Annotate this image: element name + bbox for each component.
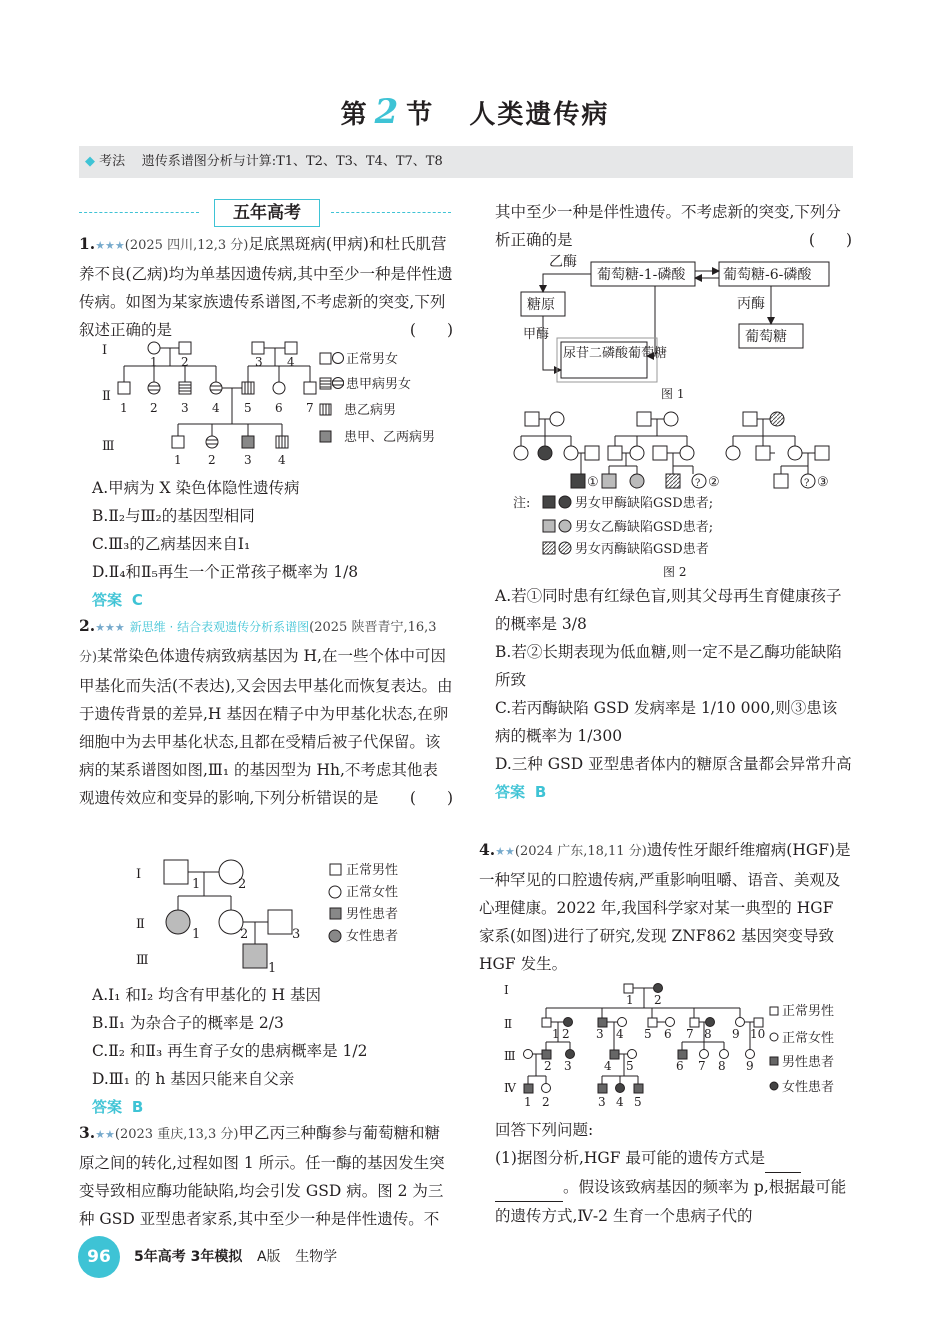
question-4: 4.★★(2024 广东,18,11 分)遗传性牙龈纤维瘤病(HGF)是一种罕见的口腔遗传病,严重影响咀嚼、语音、美观及心理健康。2022 年,我国科学家对某一典型的 HGF 家系(如图)进行了研究,发现 ZNF862 基因突变导致 HGF 发生。 <box>479 840 851 973</box>
svg-text:Ⅲ: Ⅲ <box>136 953 149 968</box>
svg-text:正常男性: 正常男性 <box>782 1004 835 1019</box>
svg-text:6: 6 <box>275 401 283 415</box>
svg-text:2: 2 <box>544 1059 552 1073</box>
svg-text:1: 1 <box>524 1095 532 1109</box>
svg-text:5: 5 <box>626 1059 634 1073</box>
svg-text:8: 8 <box>704 1027 712 1041</box>
svg-text:4: 4 <box>212 401 220 415</box>
svg-text:3: 3 <box>564 1059 572 1073</box>
svg-text:Ⅱ: Ⅱ <box>504 1017 513 1031</box>
svg-text:正常女性: 正常女性 <box>346 885 399 900</box>
svg-text:2: 2 <box>181 355 189 369</box>
svg-text:7: 7 <box>698 1059 706 1073</box>
svg-text:1: 1 <box>150 355 158 369</box>
answer-blank[interactable] <box>495 1173 563 1202</box>
svg-text:2: 2 <box>208 453 216 467</box>
svg-text:正常男性: 正常男性 <box>346 863 399 878</box>
svg-text:Ⅱ: Ⅱ <box>136 917 145 932</box>
svg-text:3: 3 <box>255 355 263 369</box>
svg-text:7: 7 <box>306 401 314 415</box>
svg-text:①: ① <box>587 475 599 490</box>
q4-pedigree <box>498 980 853 1112</box>
svg-text:患乙病男: 患乙病男 <box>344 403 397 418</box>
svg-text:Ⅰ: Ⅰ <box>136 867 142 882</box>
q3-figure-2 <box>505 408 850 580</box>
q4-subquestions: 回答下列问题: (1)据图分析,HGF 最可能的遗传方式是 。假设该致病基因的频率为 p,根据最可能的遗传方式,Ⅳ-2 生育一个患病子代的 <box>495 1121 847 1225</box>
q3-options: A.若①同时患有红绿色盲,则其父母再生育健康孩子的概率是 3/8 B.若②长期表现为低血糖,则一定不是乙酶功能缺陷所致 C.若丙酶缺陷 GSD 发病率是 1/10 000,则③患该病的概率为 1/300 D.三种 GSD 亚型患者体内的糖原含量都会异常升高 答案 B <box>495 587 852 801</box>
svg-text:Ⅲ: Ⅲ <box>504 1049 516 1063</box>
svg-text:男女乙酶缺陷GSD患者;: 男女乙酶缺陷GSD患者; <box>575 520 714 535</box>
svg-text:女性患者: 女性患者 <box>346 929 399 944</box>
svg-text:1: 1 <box>192 877 201 892</box>
svg-text:Ⅲ: Ⅲ <box>102 439 115 454</box>
svg-text:3: 3 <box>598 1095 606 1109</box>
svg-text:②: ② <box>708 475 720 490</box>
svg-text:男性患者: 男性患者 <box>782 1055 835 1070</box>
svg-text:Ⅰ: Ⅰ <box>504 983 509 997</box>
svg-text:1: 1 <box>174 453 182 467</box>
svg-text:Ⅱ: Ⅱ <box>102 389 111 404</box>
svg-text:1: 1 <box>552 1027 560 1041</box>
svg-text:图 1: 图 1 <box>661 387 685 401</box>
svg-text:1: 1 <box>120 401 128 415</box>
svg-text:葡萄糖-1-磷酸: 葡萄糖-1-磷酸 <box>597 267 686 283</box>
svg-text:2: 2 <box>240 927 249 942</box>
q1-pedigree <box>98 338 458 470</box>
svg-text:5: 5 <box>644 1027 652 1041</box>
page-number: 96 <box>78 1236 120 1278</box>
svg-text:?: ? <box>804 478 810 489</box>
svg-text:葡萄糖-6-磷酸: 葡萄糖-6-磷酸 <box>723 267 812 283</box>
q1-options: A.甲病为 X 染色体隐性遗传病 B.Ⅱ₂与Ⅲ₂的基因型相同 C.Ⅲ₃的乙病基因来自Ⅰ₁ D.Ⅱ₄和Ⅱ₅再生一个正常孩子概率为 1/8 答案 C <box>92 479 359 609</box>
svg-text:女性患者: 女性患者 <box>782 1080 835 1095</box>
svg-text:3: 3 <box>596 1027 604 1041</box>
svg-text:5: 5 <box>634 1095 642 1109</box>
svg-text:2: 2 <box>238 877 247 892</box>
svg-text:2: 2 <box>542 1095 550 1109</box>
svg-text:正常女性: 正常女性 <box>782 1031 835 1046</box>
svg-text:7: 7 <box>686 1027 694 1041</box>
svg-text:糖原: 糖原 <box>527 297 555 313</box>
svg-text:4: 4 <box>287 355 295 369</box>
svg-text:Ⅳ: Ⅳ <box>504 1081 516 1095</box>
svg-text:8: 8 <box>718 1059 726 1073</box>
svg-text:3: 3 <box>292 927 301 942</box>
svg-text:6: 6 <box>664 1027 672 1041</box>
question-3-stem: 3.★★(2023 重庆,13,3 分)甲乙丙三种酶参与葡萄糖和糖原之间的转化,过程如图 1 所示。任一酶的基因发生突变导致相应酶功能缺陷,均会引发 GSD 病。图 2 为三种 GSD 亚型患者家系,其中至少一种是伴性遗传。不 <box>79 1123 445 1228</box>
svg-text:丙酶: 丙酶 <box>737 296 765 312</box>
svg-text:?: ? <box>695 478 701 489</box>
svg-text:Ⅰ: Ⅰ <box>102 343 108 358</box>
svg-text:1: 1 <box>268 961 277 976</box>
question-2: 2.★★★ 新思维 · 结合表观遗传分析系谱图(2025 陕晋青宁,16,3 分)某常染色体遗传病致病基因为 H,在一些个体中可因甲基化而失活(不表达),又会因去甲基化而恢复表达。由于遗传背景的差异,H 基因在精子中为甲基化状态,在卵细胞中为去甲基化状态,且都在受精后被子代保留。该病的某系谱图如图,Ⅲ₁ 的基因型为 Hh,不考虑其他表观遗传效应和变异的影响,下列分析错误的是 ( ) <box>79 616 453 807</box>
svg-text:9: 9 <box>732 1027 740 1041</box>
svg-text:1: 1 <box>626 993 634 1007</box>
svg-text:2: 2 <box>654 993 662 1007</box>
svg-text:4: 4 <box>616 1027 624 1041</box>
question-3-stem-cont: 其中至少一种是伴性遗传。不考虑新的突变,下列分析正确的是 ( ) <box>495 203 852 249</box>
svg-text:2: 2 <box>150 401 158 415</box>
question-1: 1.★★★(2025 四川,12,3 分)足底黑斑病(甲病)和杜氏肌营养不良(乙病)均为单基因遗传病,其中至少一种是伴性遗传病。如图为某家族遗传系谱图,不考虑新的突变,下列叙述正确的是 ( ) <box>79 234 453 339</box>
svg-text:2: 2 <box>562 1027 570 1041</box>
q2-options: A.Ⅰ₁ 和Ⅰ₂ 均含有甲基化的 H 基因 B.Ⅱ₁ 为杂合子的概率是 2/3 C.Ⅱ₂ 和Ⅱ₃ 再生育子女的患病概率是 1/2 D.Ⅲ₁ 的 h 基因只能来自父亲 答案 B <box>92 986 368 1116</box>
svg-text:男性患者: 男性患者 <box>346 907 399 922</box>
svg-text:尿苷二磷酸葡萄糖: 尿苷二磷酸葡萄糖 <box>563 346 668 361</box>
page-title: 第 2 节 人类遗传病 <box>340 92 610 132</box>
bullet-icon: ◆ <box>85 154 95 169</box>
svg-text:5: 5 <box>244 401 252 415</box>
svg-text:10: 10 <box>750 1027 766 1041</box>
kaofa-bar: ◆ 考法 遗传系谱图分析与计算:T1、T2、T3、T4、T7、T8 <box>79 146 853 178</box>
svg-text:甲酶: 甲酶 <box>523 327 550 342</box>
svg-text:3: 3 <box>244 453 252 467</box>
svg-text:③: ③ <box>817 475 829 490</box>
svg-text:患甲病男女: 患甲病男女 <box>346 377 412 392</box>
svg-text:9: 9 <box>746 1059 754 1073</box>
svg-text:4: 4 <box>604 1059 612 1073</box>
svg-text:正常男女: 正常男女 <box>346 352 399 367</box>
section-header: 五年高考 <box>79 198 451 228</box>
svg-text:3: 3 <box>181 401 189 415</box>
svg-text:乙酶: 乙酶 <box>549 254 577 270</box>
q2-pedigree <box>130 856 450 976</box>
svg-text:患甲、乙两病男: 患甲、乙两病男 <box>344 430 436 445</box>
svg-text:6: 6 <box>676 1059 684 1073</box>
svg-text:4: 4 <box>278 453 286 467</box>
svg-text:注:: 注: <box>513 496 531 511</box>
svg-text:4: 4 <box>616 1095 624 1109</box>
svg-text:男女丙酶缺陷GSD患者: 男女丙酶缺陷GSD患者 <box>575 542 709 557</box>
svg-text:葡萄糖: 葡萄糖 <box>745 329 787 345</box>
svg-text:1: 1 <box>192 927 201 942</box>
q3-figure-1 <box>515 252 835 402</box>
svg-text:男女甲酶缺陷GSD患者;: 男女甲酶缺陷GSD患者; <box>575 496 714 511</box>
footer-book-info: 5年高考 3年模拟 A版 生物学 <box>134 1249 338 1265</box>
svg-text:图 2: 图 2 <box>663 565 687 579</box>
